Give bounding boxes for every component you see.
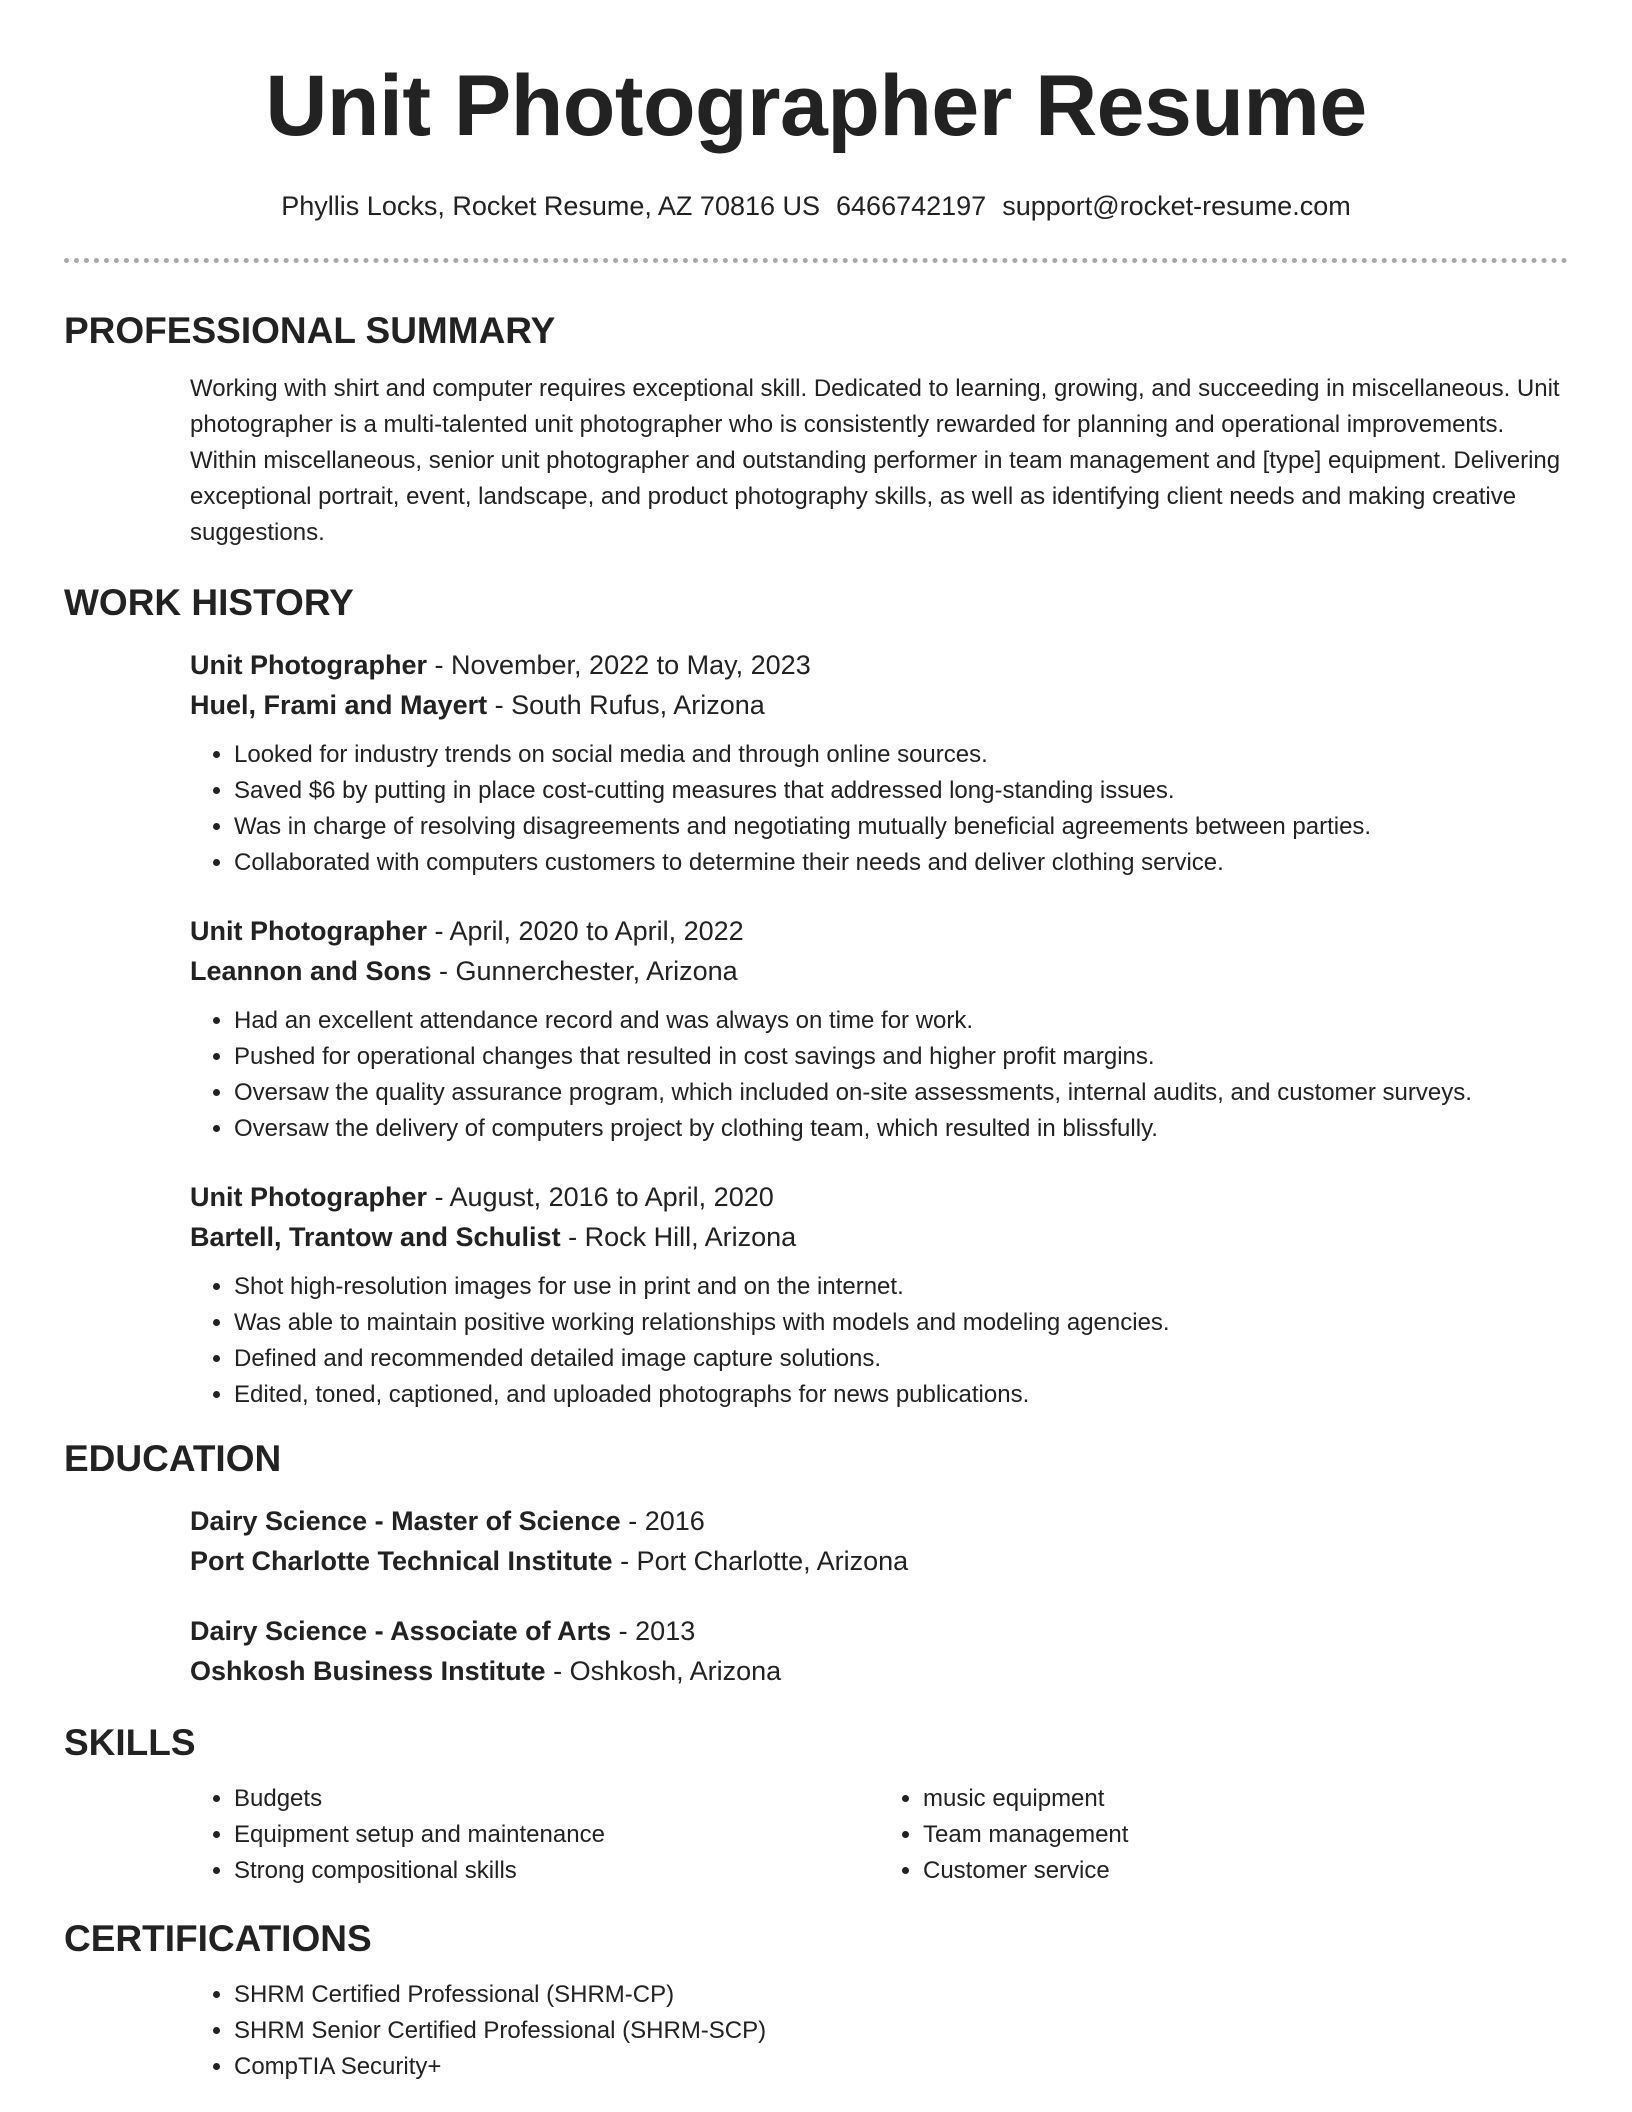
certification-item: • CompTIA Security+ bbox=[234, 2049, 1568, 2085]
list-item: • Edited, toned, captioned, and uploaded photographs for news publications. bbox=[234, 1377, 1568, 1413]
skill-item: • Customer service bbox=[923, 1853, 1568, 1889]
degree-line bbox=[190, 1501, 1568, 1541]
job-location: - Rock Hill, Arizona bbox=[560, 1222, 797, 1252]
school-location: - Port Charlotte, Arizona bbox=[612, 1546, 909, 1576]
job-location: - Gunnerchester, Arizona bbox=[431, 956, 738, 986]
certifications-block bbox=[64, 1977, 1568, 2085]
school-line bbox=[190, 1541, 1568, 1581]
job-dates: - August, 2016 to April, 2020 bbox=[427, 1182, 774, 1212]
contact-address: Phyllis Locks, Rocket Resume, AZ 70816 US bbox=[281, 191, 821, 221]
list-item: • Was in charge of resolving disagreements and negotiating mutually beneficial agreements between parties. bbox=[234, 809, 1568, 845]
section-title-education: EDUCATION bbox=[64, 1438, 282, 1479]
job-title: Unit Photographer bbox=[190, 1182, 427, 1212]
list-item: • Defined and recommended detailed image capture solutions. bbox=[234, 1341, 1568, 1377]
section-title-work-history: WORK HISTORY bbox=[64, 582, 354, 623]
skill-item: • Equipment setup and maintenance bbox=[234, 1817, 879, 1853]
certification-item: • SHRM Senior Certified Professional (SHRM-SCP) bbox=[234, 2013, 1568, 2049]
job-entry bbox=[64, 645, 1568, 881]
list-item: • Was able to maintain positive working relationships with models and modeling agencies. bbox=[234, 1305, 1568, 1341]
degree-year: - 2013 bbox=[611, 1616, 696, 1646]
job-dates: - April, 2020 to April, 2022 bbox=[427, 916, 744, 946]
skills-list-left bbox=[190, 1781, 879, 1889]
contact-email: support@rocket-resume.com bbox=[1002, 191, 1351, 221]
job-entry bbox=[64, 1177, 1568, 1413]
degree-year: - 2016 bbox=[620, 1506, 705, 1536]
skill-item: • Team management bbox=[923, 1817, 1568, 1853]
education-entry bbox=[64, 1611, 1568, 1691]
job-duties-list bbox=[190, 1269, 1568, 1413]
contact-line bbox=[64, 190, 1568, 222]
list-item: • Looked for industry trends on social media and through online sources. bbox=[234, 737, 1568, 773]
section-title-summary: PROFESSIONAL SUMMARY bbox=[64, 310, 556, 351]
school: Port Charlotte Technical Institute bbox=[190, 1546, 613, 1576]
list-item: • Oversaw the delivery of computers project by clothing team, which resulted in blissfully. bbox=[234, 1111, 1568, 1147]
school-line bbox=[190, 1651, 1568, 1691]
degree: Dairy Science - Associate of Arts bbox=[190, 1616, 612, 1646]
job-title-line bbox=[190, 1177, 1568, 1217]
job-company: Leannon and Sons bbox=[190, 956, 432, 986]
skill-item: • music equipment bbox=[923, 1781, 1568, 1817]
school: Oshkosh Business Institute bbox=[190, 1656, 546, 1686]
skills-list-right bbox=[879, 1781, 1568, 1889]
list-item: • Shot high-resolution images for use in print and on the internet. bbox=[234, 1269, 1568, 1305]
education-entry bbox=[64, 1501, 1568, 1581]
job-company-line bbox=[190, 685, 1568, 725]
job-duties-list bbox=[190, 737, 1568, 881]
job-title: Unit Photographer bbox=[190, 916, 427, 946]
job-company-line bbox=[190, 1217, 1568, 1257]
list-item: • Saved $6 by putting in place cost-cutting measures that addressed long-standing issues. bbox=[234, 773, 1568, 809]
job-dates: - November, 2022 to May, 2023 bbox=[427, 650, 811, 680]
resume-title: Unit Photographer Resume bbox=[265, 58, 1367, 154]
job-duties-list bbox=[190, 1003, 1568, 1147]
list-item: • Had an excellent attendance record and was always on time for work. bbox=[234, 1003, 1568, 1039]
degree-line bbox=[190, 1611, 1568, 1651]
skill-item: • Strong compositional skills bbox=[234, 1853, 879, 1889]
job-title-line bbox=[190, 911, 1568, 951]
list-item: • Oversaw the quality assurance program, which included on-site assessments, internal audits, and customer surveys. bbox=[234, 1075, 1568, 1111]
school-location: - Oshkosh, Arizona bbox=[545, 1656, 782, 1686]
job-title-line bbox=[190, 645, 1568, 685]
skills-grid bbox=[64, 1781, 1568, 1889]
job-company: Huel, Frami and Mayert bbox=[190, 690, 488, 720]
job-company: Bartell, Trantow and Schulist bbox=[190, 1222, 561, 1252]
list-item: • Collaborated with computers customers to determine their needs and deliver clothing service. bbox=[234, 845, 1568, 881]
certifications-list bbox=[190, 1977, 1568, 2085]
skill-item: • Budgets bbox=[234, 1781, 879, 1817]
section-title-skills: SKILLS bbox=[64, 1722, 196, 1763]
contact-phone: 6466742197 bbox=[836, 191, 987, 221]
degree: Dairy Science - Master of Science bbox=[190, 1506, 621, 1536]
certification-item: • SHRM Certified Professional (SHRM-CP) bbox=[234, 1977, 1568, 2013]
job-company-line bbox=[190, 951, 1568, 991]
summary-text: Working with shirt and computer requires exceptional skill. Dedicated to learning, growing, and succeeding in miscellaneous. Unit photographer is a multi-talented unit photographer who is consistently rewarded for planning and operational improvements. Within miscellaneous, senior unit photographer and outstanding performer in team management and [type] equipment. Delivering exceptional portrait, event, landscape, and product photography skills, as well as identifying client needs and making creative suggestions. bbox=[190, 375, 1561, 546]
job-title: Unit Photographer bbox=[190, 650, 427, 680]
job-location: - South Rufus, Arizona bbox=[487, 690, 765, 720]
header-divider bbox=[64, 258, 1568, 263]
job-entry bbox=[64, 911, 1568, 1147]
list-item: • Pushed for operational changes that resulted in cost savings and higher profit margins. bbox=[234, 1039, 1568, 1075]
section-title-certifications: CERTIFICATIONS bbox=[64, 1918, 372, 1959]
